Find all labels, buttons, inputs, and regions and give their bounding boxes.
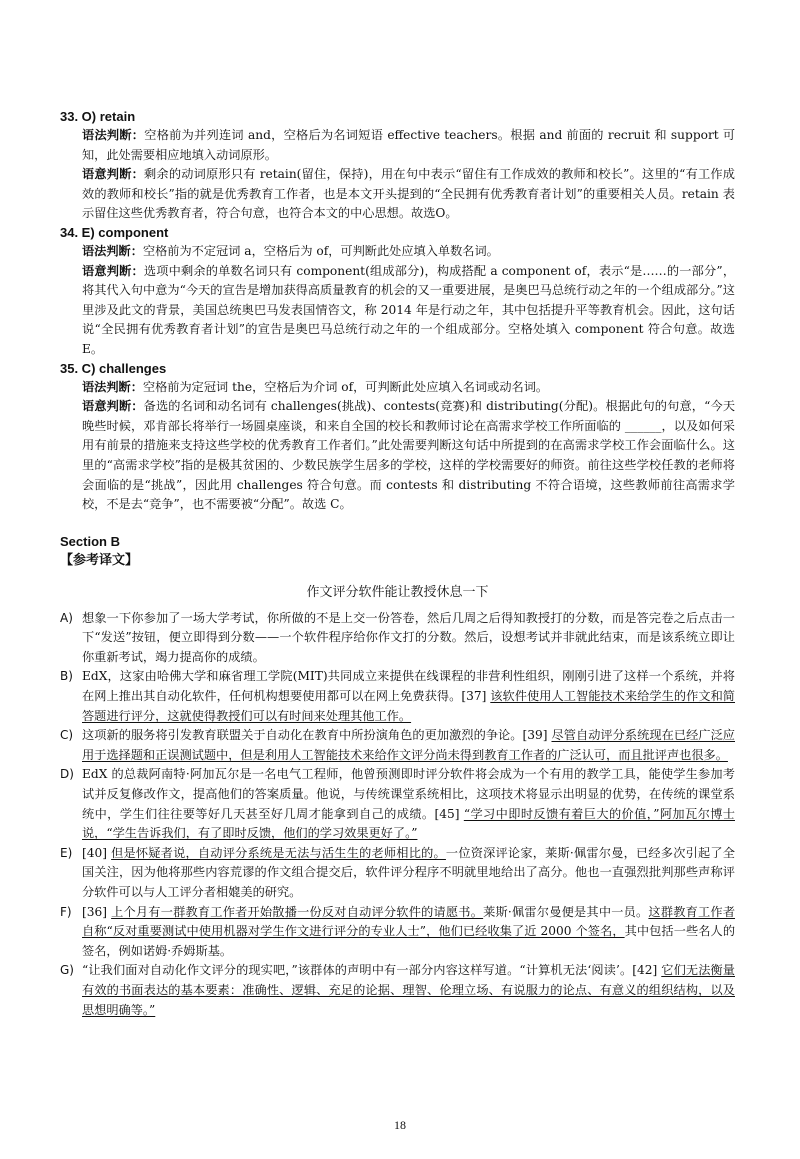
paragraph-marker: D) [60, 767, 74, 782]
question-35-heading: 35. C) challenges [60, 360, 167, 376]
question-34-heading: 34. E) component [60, 224, 169, 240]
article-title: 作文评分软件能让教授休息一下 [306, 584, 489, 600]
text-run: 想象一下你参加了一场大学考试，你所做的不是上交一份答卷，然后几周之后得知教授打的分数，而是答完卷之后点击一下“发送”按钮，便立即得到分数——一个软件程序给你作文打的分数。然后，设想考试并非就此结束，而是该系统立即让你重新考试，竭力提高你的成绩。 [82, 610, 735, 664]
paragraph-g [60, 961, 735, 1020]
q35-grammar-analysis [82, 378, 735, 398]
paragraph-text [82, 726, 735, 765]
text-run: 其中包括一些名人的签名，例如诺姆·乔姆斯基。 [82, 924, 736, 958]
paragraph-marker: A) [60, 610, 73, 625]
q34-meaning-text: 选项中剩余的单数名词只有 component(组成部分)，构成搭配 a component of，表示“是……的一部分”，将其代入句中意为“今天的宣告是增加获得高质量教育的机会的又一重要进展，是奥巴马总统行动之年的一个组成部分。”这里涉及此文的背景，美国总统奥巴马发表国情咨文，称 2014 年是行动之年，其中包括提升平等教育机会。因此，这句话说“全民拥有优秀教育者计划”的宣告是奥巴马总统行动之年的一个组成部分。空格处填入 component 符合句意。故选 E。 [82, 263, 736, 356]
paragraph-e [60, 844, 735, 903]
meaning-label: 语意判断： [82, 263, 144, 278]
paragraph-text [82, 765, 735, 843]
page-content [60, 108, 735, 1020]
underlined-answer-text: 上个月有一群教育工作者开始散播一份反对自动评分软件的请愿书。 [111, 904, 484, 919]
paragraph-marker: C) [60, 728, 74, 743]
text-run: EdX 的总裁阿南特·阿加瓦尔是一名电气工程师，他曾预测即时评分软件将会成为一个有用的教学工具，能使学生参加考试并反复修改作文，提高他们的答案质量。他说，与传统课堂系统相比，这项技术将显示出明显的优势，在传统的课堂系统中，学生们往往要等好几天甚至好几周才能拿到自己的成绩。[45] [82, 767, 735, 821]
underlined-answer-text: 这群教育工作者自称“反对重要测试中使用机器对学生作文进行评分的专业人士”，他们已经收集了近 2000 个签名， [82, 904, 736, 939]
paragraph-c [60, 726, 735, 765]
q35-meaning-analysis [82, 397, 735, 515]
meaning-label: 语意判断： [82, 399, 144, 414]
paragraph-text [82, 961, 735, 1020]
paragraph-text [82, 667, 735, 726]
paragraph-text [82, 844, 735, 903]
meaning-label: 语意判断： [82, 167, 145, 182]
q33-grammar-analysis [82, 126, 735, 165]
text-run: 这项新的服务将引发教育联盟关于自动化在教育中所扮演角色的更加激烈的争论。[39] [82, 728, 552, 743]
q33-meaning-analysis [82, 165, 735, 224]
text-run: EdX，这家由哈佛大学和麻省理工学院(MIT)共同成立来提供在线课程的非营利性组织，刚刚引进了这样一个系统，并将在网上推出其自动化软件，任何机构想要使用都可以在网上免费获得。[37] [82, 669, 735, 704]
text-run: “让我们面对自动化作文评分的现实吧，”该群体的声明中有一部分内容这样写道。“计算机无法‘阅读’。[42] [82, 963, 662, 978]
text-run: [36] [82, 904, 112, 919]
grammar-label: 语法判断： [82, 243, 143, 258]
section-heading: Section B [60, 533, 120, 549]
grammar-label: 语法判断： [82, 128, 145, 142]
underlined-answer-text: “学习中即时反馈有着巨大的价值，”阿加瓦尔博士说，“学生告诉我们，有了即时反馈，他们的学习效果更好了。” [82, 806, 735, 841]
reference-translation-label: 【参考译文】 [60, 551, 139, 567]
grammar-label: 语法判断： [82, 379, 143, 394]
paragraph-f [60, 903, 735, 962]
paragraph-marker: F) [60, 904, 72, 919]
paragraph-b [60, 667, 735, 726]
q34-meaning-analysis [82, 262, 735, 360]
underlined-answer-text: 尽管自动评分系统现在已经广泛应用于选择题和正误测试题中，但是利用人工智能技术来给作文评分尚未得到教育工作者的广泛认可，而且批评声也很多。 [82, 728, 735, 762]
paragraph-text [82, 609, 735, 668]
underlined-answer-text: 但是怀疑者说，自动评分系统是无法与活生生的老师相比的。 [111, 845, 446, 860]
question-35 [60, 360, 735, 515]
paragraph-marker: B) [60, 669, 73, 684]
underlined-answer-text: 它们无法衡量有效的书面表达的基本要素：准确性、逻辑、充足的论据、理智、伦理立场、有说服力的论点、有意义的组织结构，以及思想明确等。” [82, 963, 735, 1017]
question-33-heading: 33. O) retain [60, 109, 136, 124]
page-number: 18 [394, 1118, 406, 1132]
text-run: 莱斯·佩雷尔曼便是其中一员。 [483, 904, 649, 919]
paragraph-a [60, 609, 735, 668]
text-run: [40] [82, 845, 112, 860]
q33-grammar-text: 空格前为并列连词 and，空格后为名词短语 effective teachers。根据 and 前面的 recruit 和 support 可知，此处需要相应地填入动词原形。 [82, 128, 736, 162]
question-34 [60, 224, 735, 360]
paragraph-text [82, 903, 735, 962]
paragraph-marker: E) [60, 845, 73, 860]
q34-grammar-text: 空格前为不定冠词 a，空格后为 of，可判断此处应填入单数名词。 [142, 243, 499, 258]
q35-grammar-text: 空格前为定冠词 the，空格后为介词 of，可判断此处应填入名词或动名词。 [142, 379, 549, 394]
paragraph-d [60, 765, 735, 843]
paragraph-marker: G) [60, 963, 74, 978]
text-run: 一位资深评论家，莱斯·佩雷尔曼，已经多次引起了全国关注，因为他将那些内容荒谬的作文组合提交后，软件评分程序不明就里地给出了高分。他也一直强烈批判那些声称评分软件可以与人工评分者相媲美的研究。 [82, 845, 735, 899]
q33-meaning-text: 剩余的动词原形只有 retain(留住，保持)，用在句中表示“留住有工作成效的教师和校长”。这里的“有工作成效的教师和校长”指的就是优秀教育工作者，也是本文开头提到的“全民拥有优秀教育者计划”的重要相关人员。retain 表示留住这些优秀教育者，符合句意，也符合本文的中心思想。故选O。 [82, 167, 735, 221]
q35-meaning-text: 备选的名词和动名词有 challenges(挑战)、contests(竞赛)和 distributing(分配)。根据此句的句意，“今天晚些时候，邓肯部长将举行一场圆桌座谈，和来自全国的校长和教师讨论在高需求学校工作所面临的 ______，以及如何采用有前景的措施来支持这些学校的优秀教育工作者们。”此处需要判断这句话中所提到的在高需求学校工作会面临什么。这里的“高需求学校”指的是极其贫困的、少数民族学生居多的学校，这样的学校需要好的师资。前往这些学校任教的老师将会面临的是“挑战”，因此用 challenges 符合句意。而 contests 和 distributing 不符合语境，这些教师前往高需求学校，不是去“竞争”，也不需要被“分配”。故选 C。 [82, 399, 736, 512]
q34-grammar-analysis [82, 242, 735, 262]
underlined-answer-text: 该软件使用人工智能技术来给学生的作文和简答题进行评分，这就使得教授们可以有时间来处理其他工作。 [82, 689, 735, 723]
question-33 [60, 108, 735, 224]
